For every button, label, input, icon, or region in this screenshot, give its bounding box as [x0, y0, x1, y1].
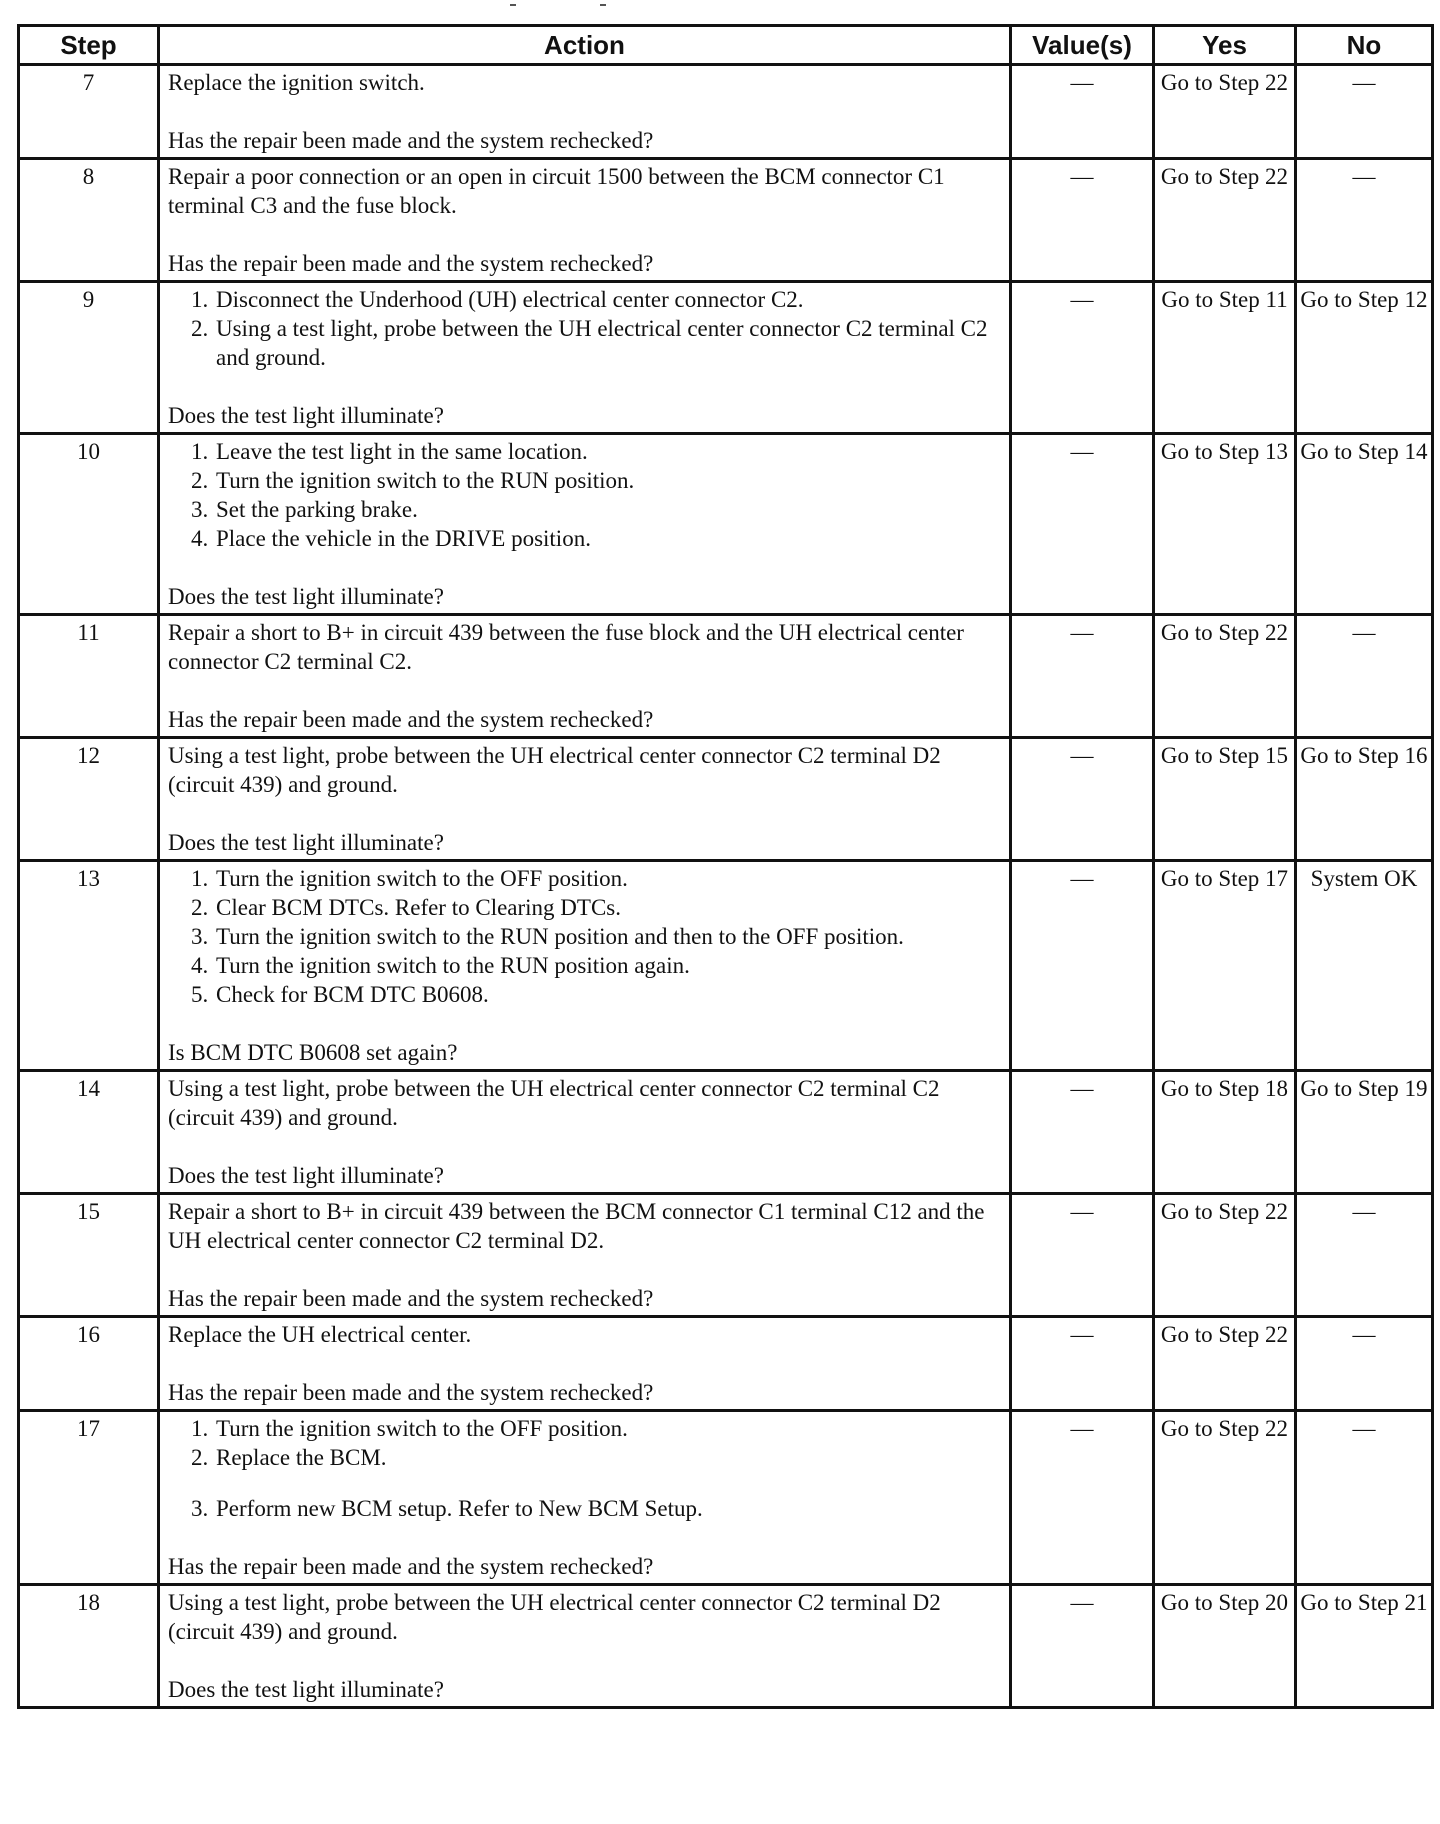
spacer	[168, 1523, 1001, 1552]
action-cell	[159, 738, 1011, 861]
action-cell	[159, 1071, 1011, 1194]
spacer	[168, 553, 1001, 582]
action-step-item: 3. Set the parking brake.	[214, 495, 1001, 524]
action-question: Does the test light illuminate?	[168, 1677, 444, 1702]
table-row	[19, 434, 1433, 615]
spacer	[168, 1009, 1001, 1038]
spacer	[168, 220, 1001, 249]
action-cell	[159, 1317, 1011, 1411]
table-body	[19, 65, 1433, 1708]
spacer	[168, 1349, 1001, 1378]
action-question: Has the repair been made and the system rechecked?	[168, 251, 654, 276]
value-cell: —	[1011, 1317, 1154, 1411]
yes-outcome: Go to Step 18	[1154, 1071, 1296, 1194]
action-cell	[159, 1194, 1011, 1317]
header-action: Action	[159, 26, 1011, 65]
value-cell: —	[1011, 282, 1154, 434]
no-outcome: Go to Step 21	[1296, 1585, 1433, 1708]
yes-outcome: Go to Step 17	[1154, 861, 1296, 1071]
step-number: 11	[19, 615, 159, 738]
action-step-item: 1. Turn the ignition switch to the OFF position.	[214, 1414, 1001, 1443]
table-row	[19, 1317, 1433, 1411]
table-row	[19, 1411, 1433, 1585]
yes-outcome: Go to Step 22	[1154, 65, 1296, 159]
diagnostic-table	[17, 24, 1434, 1709]
action-question: Has the repair been made and the system rechecked?	[168, 707, 654, 732]
no-outcome: —	[1296, 65, 1433, 159]
no-outcome: —	[1296, 159, 1433, 282]
spacer	[168, 799, 1001, 828]
table-row	[19, 861, 1433, 1071]
table-row	[19, 615, 1433, 738]
step-number: 7	[19, 65, 159, 159]
step-number: 18	[19, 1585, 159, 1708]
action-question: Does the test light illuminate?	[168, 403, 444, 428]
table-row	[19, 738, 1433, 861]
action-cell	[159, 1585, 1011, 1708]
step-number: 17	[19, 1411, 159, 1585]
table-header-row	[19, 26, 1433, 65]
no-outcome: —	[1296, 615, 1433, 738]
table-row	[19, 1194, 1433, 1317]
action-steps-list	[168, 437, 1001, 553]
action-step-item: 2. Replace the BCM.	[214, 1443, 1001, 1472]
action-question: Is BCM DTC B0608 set again?	[168, 1040, 458, 1065]
yes-outcome: Go to Step 15	[1154, 738, 1296, 861]
yes-outcome: Go to Step 22	[1154, 1194, 1296, 1317]
value-cell: —	[1011, 1194, 1154, 1317]
yes-outcome: Go to Step 22	[1154, 1411, 1296, 1585]
action-steps-list	[168, 1414, 1001, 1523]
yes-outcome: Go to Step 22	[1154, 159, 1296, 282]
step-number: 8	[19, 159, 159, 282]
action-text: Using a test light, probe between the UH electrical center connector C2 terminal D2 (circuit 439) and ground.	[168, 743, 941, 797]
step-number: 16	[19, 1317, 159, 1411]
step-number: 14	[19, 1071, 159, 1194]
value-cell: —	[1011, 861, 1154, 1071]
action-step-item: 2. Clear BCM DTCs. Refer to Clearing DTCs.	[214, 893, 1001, 922]
spacer	[168, 372, 1001, 401]
step-number: 10	[19, 434, 159, 615]
no-outcome: —	[1296, 1411, 1433, 1585]
table-row	[19, 159, 1433, 282]
no-outcome: —	[1296, 1317, 1433, 1411]
no-outcome: System OK	[1296, 861, 1433, 1071]
no-outcome: —	[1296, 1194, 1433, 1317]
action-step-item: 5. Check for BCM DTC B0608.	[214, 980, 1001, 1009]
spacer	[168, 1255, 1001, 1284]
action-text: Replace the UH electrical center.	[168, 1322, 472, 1347]
value-cell: —	[1011, 1411, 1154, 1585]
spacer	[168, 97, 1001, 126]
value-cell: —	[1011, 615, 1154, 738]
no-outcome: Go to Step 14	[1296, 434, 1433, 615]
yes-outcome: Go to Step 11	[1154, 282, 1296, 434]
yes-outcome: Go to Step 20	[1154, 1585, 1296, 1708]
yes-outcome: Go to Step 22	[1154, 1317, 1296, 1411]
action-step-item: 1. Turn the ignition switch to the OFF position.	[214, 864, 1001, 893]
header-values: Value(s)	[1011, 26, 1154, 65]
action-step-item: 2. Turn the ignition switch to the RUN position.	[214, 466, 1001, 495]
action-step-item: 3. Perform new BCM setup. Refer to New BCM Setup.	[214, 1494, 1001, 1523]
action-text: Repair a short to B+ in circuit 439 between the BCM connector C1 terminal C12 and the UH electrical center connector C2 terminal D2.	[168, 1199, 985, 1253]
spacer	[168, 676, 1001, 705]
table-row	[19, 282, 1433, 434]
action-cell	[159, 65, 1011, 159]
action-question: Does the test light illuminate?	[168, 1163, 444, 1188]
action-step-item: 4. Place the vehicle in the DRIVE position.	[214, 524, 1001, 553]
spacer	[168, 1646, 1001, 1675]
no-outcome: Go to Step 19	[1296, 1071, 1433, 1194]
action-cell	[159, 861, 1011, 1071]
action-cell	[159, 615, 1011, 738]
step-number: 13	[19, 861, 159, 1071]
action-cell	[159, 282, 1011, 434]
table-row	[19, 1071, 1433, 1194]
action-question: Has the repair been made and the system rechecked?	[168, 1554, 654, 1579]
action-question: Has the repair been made and the system rechecked?	[168, 1380, 654, 1405]
scan-marks	[500, 4, 620, 14]
header-no: No	[1296, 26, 1433, 65]
action-text: Repair a short to B+ in circuit 439 between the fuse block and the UH electrical center connector C2 terminal C2.	[168, 620, 964, 674]
action-question: Does the test light illuminate?	[168, 584, 444, 609]
action-question: Has the repair been made and the system rechecked?	[168, 1286, 654, 1311]
action-step-item: 3. Turn the ignition switch to the RUN position and then to the OFF position.	[214, 922, 1001, 951]
value-cell: —	[1011, 159, 1154, 282]
action-step-item: 2. Using a test light, probe between the UH electrical center connector C2 terminal C2 and ground.	[214, 314, 1001, 372]
table-row	[19, 65, 1433, 159]
header-yes: Yes	[1154, 26, 1296, 65]
action-cell	[159, 1411, 1011, 1585]
action-step-item: 1. Disconnect the Underhood (UH) electrical center connector C2.	[214, 285, 1001, 314]
action-step-item: 1. Leave the test light in the same location.	[214, 437, 1001, 466]
no-outcome: Go to Step 16	[1296, 738, 1433, 861]
action-text: Using a test light, probe between the UH electrical center connector C2 terminal D2 (circuit 439) and ground.	[168, 1590, 941, 1644]
value-cell: —	[1011, 65, 1154, 159]
value-cell: —	[1011, 1585, 1154, 1708]
spacer	[168, 1132, 1001, 1161]
action-steps-list	[168, 285, 1001, 372]
action-text: Using a test light, probe between the UH electrical center connector C2 terminal C2 (circuit 439) and ground.	[168, 1076, 940, 1130]
spacer	[214, 1472, 1001, 1494]
step-number: 9	[19, 282, 159, 434]
action-text: Replace the ignition switch.	[168, 70, 425, 95]
table-row	[19, 1585, 1433, 1708]
step-number: 12	[19, 738, 159, 861]
action-cell	[159, 159, 1011, 282]
yes-outcome: Go to Step 22	[1154, 615, 1296, 738]
action-cell	[159, 434, 1011, 615]
value-cell: —	[1011, 738, 1154, 861]
action-step-item: 4. Turn the ignition switch to the RUN position again.	[214, 951, 1001, 980]
step-number: 15	[19, 1194, 159, 1317]
action-text: Repair a poor connection or an open in circuit 1500 between the BCM connector C1 terminal C3 and the fuse block.	[168, 164, 945, 218]
action-question: Does the test light illuminate?	[168, 830, 444, 855]
yes-outcome: Go to Step 13	[1154, 434, 1296, 615]
value-cell: —	[1011, 1071, 1154, 1194]
action-steps-list	[168, 864, 1001, 1009]
header-step: Step	[19, 26, 159, 65]
value-cell: —	[1011, 434, 1154, 615]
no-outcome: Go to Step 12	[1296, 282, 1433, 434]
action-question: Has the repair been made and the system rechecked?	[168, 128, 654, 153]
